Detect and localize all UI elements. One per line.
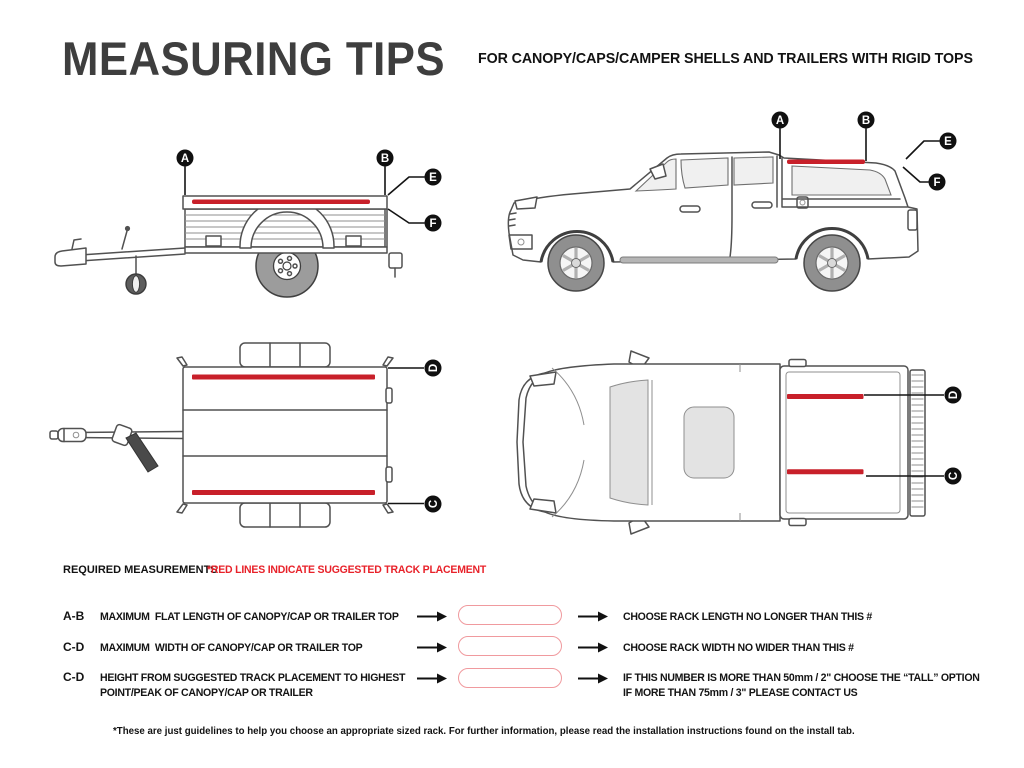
marker-f-label: F [429,218,437,230]
row-cd-width-description: MAXIMUM WIDTH OF CANOPY/CAP OR TRAILER TOP [100,642,363,654]
measurement-blank-oval [458,605,562,625]
marker-a-label: A [775,115,785,127]
measurement-blank-oval [458,668,562,688]
truck-side-view-diagram [480,95,990,325]
page-title: MEASURING TIPS [62,32,445,85]
marker-a-label: A [180,153,190,165]
truck-side-drawing [508,152,918,291]
truck-top-view-diagram [490,330,990,555]
arrow-right-icon [417,642,447,653]
description-line-1: HEIGHT FROM SUGGESTED TRACK PLACEMENT TO HIGHEST [100,672,406,684]
truck-top-drawing [517,351,925,534]
marker-f-label: F [933,177,941,189]
row-ab-result: CHOOSE RACK LENGTH NO LONGER THAN THIS # [623,611,872,623]
marker-b-label: B [380,153,390,165]
row-cd-height-description [100,671,418,701]
result-line-1: IF THIS NUMBER IS MORE THAN 50mm / 2" CHOOSE THE “TALL” OPTION [623,672,980,684]
measurement-blank-oval [458,636,562,656]
row-ab-description: MAXIMUM FLAT LENGTH OF CANOPY/CAP OR TRAILER TOP [100,611,399,623]
arrow-right-icon [417,673,447,684]
result-line-2: IF MORE THAN 75mm / 3" PLEASE CONTACT US [623,687,858,699]
page-subtitle: FOR CANOPY/CAPS/CAMPER SHELLS AND TRAILERS WITH RIGID TOPS [478,50,973,67]
track-placement-line [192,490,375,495]
marker-c-label: C [948,471,960,481]
row-cd-height-key: C-D [63,670,85,684]
track-placement-line [787,469,864,474]
measure-markers [425,360,442,513]
row-cd-height-result [623,671,994,701]
marker-e-label: E [944,136,952,148]
measure-leader-lines [388,368,424,504]
marker-b-label: B [861,115,871,127]
track-placement-line [787,160,865,165]
trailer-side-view-diagram [40,115,470,330]
row-cd-width-result: CHOOSE RACK WIDTH NO WIDER THAN THIS # [623,642,854,654]
marker-c-label: C [428,499,440,509]
truck-rear-wheel [804,235,860,291]
red-lines-note: *RED LINES INDICATE SUGGESTED TRACK PLACEMENT [207,564,487,576]
track-placement-line [192,375,375,380]
arrow-right-icon [578,673,608,684]
trailer-top-drawing [50,343,393,527]
trailer-top-view-diagram [30,330,480,545]
arrow-right-icon [417,611,447,622]
row-cd-width-key: C-D [63,640,85,654]
arrow-right-icon [578,642,608,653]
marker-d-label: D [428,363,440,373]
guidelines-footnote: *These are just guidelines to help you choose an appropriate sized rack. For further information, please read the installation instructions found on the install tab. [113,726,855,737]
marker-d-label: D [948,390,960,400]
row-ab-key: A-B [63,609,85,623]
description-line-2: POINT/PEAK OF CANOPY/CAP OR TRAILER [100,687,313,699]
track-placement-line [192,200,370,205]
arrow-right-icon [578,611,608,622]
trailer-side-drawing [55,196,402,297]
marker-e-label: E [429,172,437,184]
truck-front-wheel [548,235,604,291]
required-measurements-label: REQUIRED MEASUREMENTS [63,564,218,576]
measure-markers [945,387,962,485]
track-placement-line [787,394,864,399]
